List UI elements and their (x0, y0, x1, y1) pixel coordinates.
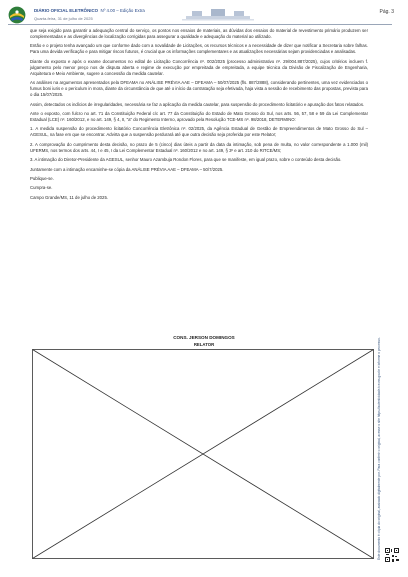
body-paragraph: Ante o exposto, com fulcro no art. 71 da Constituição Federal c/c art. 77 da Constituição do Estado de Mato Grosso do Sul, nos arts. 56, 57, 58 e 59 da Lei Complementar Estadual (LCE) nº. 160/2012, e no art. 149, § 4, II, "a" do Regimento Interno, aprovado pela Resolução TCE-MS nº. 98/2018, DETERMINO: (30, 110, 368, 122)
closing-line: Cumpra-se. (30, 185, 53, 191)
document-body (30, 28, 368, 204)
assembly-building-seal-icon (178, 7, 258, 25)
page-header (8, 6, 400, 26)
edition-label: Nº 4.00 – Edição Extra (100, 8, 145, 13)
body-paragraph: Assim, detectados os indícios de irregularidades, necessária se faz a aplicação da medida cautelar, para suspensão do procedimento licitatório e apuração dos fatos relatados. (30, 101, 365, 107)
authenticity-side-note: Este documento é cópia do original, assinado digitalmente por. Para conferir o original, acesse o site https://autenticidade.tce.ms.gov.br e informe o processo. (377, 337, 381, 560)
body-paragraph: Então e o projeto tenha avançado um que conforme dado com a novalidade de Licitações, os recursos técnicos e a necessidade de dizer que notificar a Secretaria sobre falhas. Para uma devida verificação e para mitigar riscos futuros, é crucial que os informações complementares e as atualizações necessárias sejam providenciadas e analisadas. (30, 43, 368, 55)
state-emblem-icon (8, 6, 26, 24)
body-paragraph: Diante do exposto e após o exame documentos no edital de Licitação Concorrência nº. 002/2025 (processo administrativo nº. 29/004.887/2025), cujos critérios incluem f. julgamento pelo menor preço nos de disputa aberta e regime de execução por empreitada de empreitada, a equipe técnica da Divisão de Fiscalização de Engenharia, Arquitetura e Meio Ambiente, sugere a concessão da medida cautelar. (30, 58, 368, 76)
signer-name: CONS. JERSON DOMINGOS (173, 335, 235, 340)
journal-title: DIÁRIO OFICIAL ELETRÔNICO Nº 4.00 – Edição Extra (34, 8, 145, 13)
crossed-out-blank-area (32, 349, 374, 559)
determination-item-2: 2. A comprovação do cumprimento desta decisão, no prazo de 5 (cinco) dias úteis a partir da data da intimação, sob pena de multa, no valor correspondente a 1.000 (mil) UFERMS, nos termos dos arts. 44, I e 45, I da Lei Complementar Estadual nº. 160/2012 e no art. 149, § 3º e art. 210 do RITCE/MS; (30, 141, 368, 153)
determination-item-3: 3. A intimação do Diretor-Presidente da AGESUL, senhor Mauro Azambuja Rondon Flores, para que se manifeste, em igual prazo, sobre o conteúdo desta decisão. (30, 157, 342, 163)
body-paragraph: As análises na argumentos apresentados pela DFEAMA no ANÁLISE PRÉVIA AAE – DFEAMA – 50/07/2025 (fls. 887/2888), considerando pertinentes, uma vez evidenciados o fumus boni iuris e o periculum in mora, diante da circunstância de que até o início da contratação seja efetivada, haja vista a sessão de recebimento das propostas, prevista para o dia 15/07/2025. (30, 80, 368, 98)
qr-code-icon[interactable] (384, 547, 400, 563)
place-date-line: Campo Grande/MS, 11 de julho de 2025. (30, 194, 109, 200)
page-number: Pág. 3 (379, 9, 394, 15)
determination-item-1: 1. A medida suspensão do procedimento licitatório Concorrência Eletrônica nº. 02/2025, da Agência Estadual de Gestão de Empreendimentos de Mato Grosso do Sul – AGESUL, na fase em que se encontrar. Advirta que a suspensão perdurará até que outra decisão seja proferida por este Relator; (30, 126, 368, 138)
publication-date: Quarta-feira, 31 de julho de 2025 (34, 16, 93, 21)
signer-role: RELATOR (193, 342, 215, 347)
closing-line: Publique-se. (30, 175, 54, 181)
header-divider (8, 24, 392, 25)
body-paragraph: que seja exigido para garantir a adequação central do serviço, os pontos nos ensaios de materiais, as dúvidas dos ensaios do material de revestimento primário produzem ser complementadas e as divergências de localização corrigidas para assegurar a qualidade e adequação do material ao utilizado. (30, 28, 368, 39)
closing-line: Juntamente com a intimação encaminhe-se cópia da ANÁLISE PRÉVIA AAE – DFEAMA – 50/7/2025. (30, 166, 224, 172)
